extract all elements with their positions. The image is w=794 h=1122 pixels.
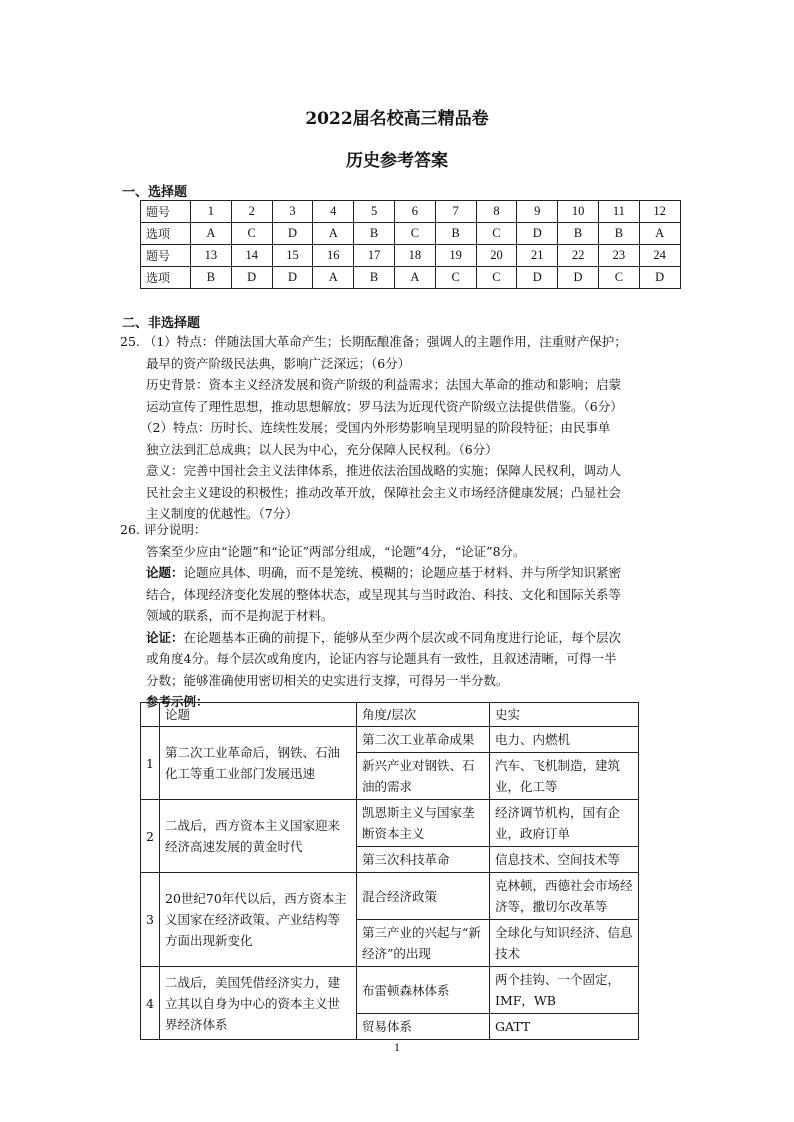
choice-cell: A (191, 223, 232, 245)
q25-line: 民社会主义建设的积极性；推动改革开放，保障社会主义市场经济健康发展；凸显社会 (146, 484, 622, 500)
choice-cell: 17 (354, 245, 395, 267)
example-thesis: 二战后，美国凭借经济实力，建立其以自身为中心的资本主义世界经济体系 (160, 967, 357, 1040)
choice-cell: 10 (558, 201, 599, 223)
choice-cell: 2 (231, 201, 272, 223)
choice-cell: A (639, 223, 680, 245)
choice-row (141, 267, 681, 289)
q26-head: 26. 评分说明： (120, 522, 207, 537)
choice-cell: 24 (639, 245, 680, 267)
example-label: 参考示例： (146, 694, 209, 709)
question-26-answer (120, 519, 680, 713)
example-fact: 克林顿，西德社会市场经济等，撒切尔改革等 (490, 873, 639, 920)
row-label: 题号 (141, 245, 191, 267)
example-angle: 布雷顿森林体系 (357, 967, 490, 1014)
lunzheng-line: 分数；能够准确使用密切相关的史实进行支撑，可得另一半分数。 (146, 672, 509, 688)
choice-cell: B (435, 223, 476, 245)
example-row (141, 727, 639, 753)
lunzheng-line: 或角度4分。每个层次或角度内，论证内容与论题具有一致性，且叙述清晰，可得一半 (146, 651, 617, 666)
choice-cell: 20 (476, 245, 517, 267)
example-row (141, 873, 639, 920)
section-heading-nonchoice: 二、非选择题 (122, 316, 201, 331)
example-fact: GATT (490, 1014, 639, 1040)
choice-cell: 18 (394, 245, 435, 267)
choice-row (141, 201, 681, 223)
question-25-answer (120, 331, 680, 525)
choice-cell: A (313, 223, 354, 245)
choice-cell: 23 (598, 245, 639, 267)
example-header: 角度/层次 (357, 703, 490, 727)
choice-cell: B (558, 223, 599, 245)
example-header: 史实 (490, 703, 639, 727)
choice-cell: 11 (598, 201, 639, 223)
choice-cell: A (313, 267, 354, 289)
choice-cell: B (354, 223, 395, 245)
choice-cell: 7 (435, 201, 476, 223)
choice-cell: 19 (435, 245, 476, 267)
example-thesis: 第二次工业革命后，钢铁、石油化工等重工业部门发展迅速 (160, 727, 357, 800)
example-angle: 凯恩斯主义与国家垄断资本主义 (357, 800, 490, 847)
lunti-line: 结合，体现经济变化发展的整体状态，或呈现其与当时政治、科技、文化和国际关系等 (146, 586, 622, 602)
example-fact: 汽车、飞机制造，建筑业，化工等 (490, 753, 639, 800)
choice-answer-table (140, 200, 681, 289)
example-number: 1 (141, 727, 160, 800)
example-thesis: 二战后，西方资本主义国家迎来经济高速发展的黄金时代 (160, 800, 357, 873)
choice-cell: B (354, 267, 395, 289)
choice-cell: 13 (191, 245, 232, 267)
example-angle: 混合经济政策 (357, 873, 490, 920)
choice-cell: D (272, 267, 313, 289)
choice-cell: C (476, 223, 517, 245)
choice-cell: A (394, 267, 435, 289)
example-angle: 第三次科技革命 (357, 847, 490, 873)
example-fact: 全球化与知识经济、信息技术 (490, 920, 639, 967)
choice-cell: 5 (354, 201, 395, 223)
choice-cell: C (231, 223, 272, 245)
choice-cell: 3 (272, 201, 313, 223)
example-angle: 第三产业的兴起与“新经济”的出现 (357, 920, 490, 967)
choice-row (141, 245, 681, 267)
section-heading-choice: 一、选择题 (122, 185, 188, 200)
lunti-label: 论题： (146, 565, 184, 580)
choice-row (141, 223, 681, 245)
choice-cell: D (231, 267, 272, 289)
example-number: 3 (141, 873, 160, 967)
choice-cell: C (598, 267, 639, 289)
example-header: 论题 (160, 703, 357, 727)
choice-cell: D (639, 267, 680, 289)
example-table (140, 702, 639, 1040)
q25-line: （2）特点：历时长、连续性发展；受国内外形势影响呈现明显的阶段特征；由民事单 (140, 420, 611, 435)
choice-cell: 22 (558, 245, 599, 267)
example-row (141, 967, 639, 1014)
document-title: 2022届名校高三精品卷 (305, 109, 489, 129)
choice-cell: 1 (191, 201, 232, 223)
choice-cell: D (558, 267, 599, 289)
choice-cell: 21 (517, 245, 558, 267)
q25-line: 独立法到汇总成典；以人民为中心，充分保障人民权利。（6分） (146, 441, 498, 457)
choice-cell: D (517, 267, 558, 289)
example-number: 4 (141, 967, 160, 1040)
lunti-line: 领域的联系，而不是拘泥于材料。 (146, 608, 334, 623)
row-label: 选项 (141, 223, 191, 245)
choice-cell: 8 (476, 201, 517, 223)
q25-line: 意义：完善中国社会主义法律体系，推进依法治国战略的实施；保障人民权利，调动人 (146, 463, 622, 478)
choice-cell: 12 (639, 201, 680, 223)
example-fact: 两个挂钩、一个固定，IMF，WB (490, 967, 639, 1014)
example-header (141, 703, 160, 727)
example-angle: 新兴产业对钢铁、石油的需求 (357, 753, 490, 800)
choice-cell: 15 (272, 245, 313, 267)
example-fact: 电力、内燃机 (490, 727, 639, 753)
row-label: 题号 (141, 201, 191, 223)
q25-line: 历史背景：资本主义经济发展和资产阶级的利益需求；法国大革命的推动和影响；启蒙 (146, 377, 622, 392)
choice-cell: C (394, 223, 435, 245)
choice-cell: B (598, 223, 639, 245)
row-label: 选项 (141, 267, 191, 289)
choice-cell: 4 (313, 201, 354, 223)
choice-cell: 16 (313, 245, 354, 267)
example-angle: 贸易体系 (357, 1014, 490, 1040)
example-angle: 第二次工业革命成果 (357, 727, 490, 753)
choice-cell: D (517, 223, 558, 245)
example-fact: 信息技术、空间技术等 (490, 847, 639, 873)
choice-cell: C (476, 267, 517, 289)
choice-cell: C (435, 267, 476, 289)
page-number: 1 (394, 1040, 400, 1054)
q25-line: 运动宣传了理性思想，推动思想解放；罗马法为近现代资产阶级立法提供借鉴。（6分） (146, 398, 623, 414)
lunzheng-label: 论证： (146, 629, 184, 645)
q25-line: 25. （1）特点：伴随法国大革命产生；长期酝酿准备；强调人的主题作用，注重财产保护； (120, 334, 627, 349)
choice-cell: 6 (394, 201, 435, 223)
choice-cell: B (191, 267, 232, 289)
example-fact: 经济调节机构，国有企业，政府订单 (490, 800, 639, 847)
q26-intro: 答案至少应由“论题”和“论证”两部分组成，“论题”4分，“论证”8分。 (146, 543, 526, 559)
example-number: 2 (141, 800, 160, 873)
choice-cell: 9 (517, 201, 558, 223)
q25-line: 主义制度的优越性。（7分） (146, 506, 298, 521)
document-subtitle: 历史参考答案 (346, 151, 448, 171)
q25-line: 最早的资产阶级民法典，影响广泛深远；（6分） (146, 355, 411, 371)
example-row (141, 800, 639, 847)
choice-cell: D (272, 223, 313, 245)
example-thesis: 20世纪70年代以后，西方资本主义国家在经济政策、产业结构等方面出现新变化 (160, 873, 357, 967)
choice-cell: 14 (231, 245, 272, 267)
q26-lunti-line: 论题：论题应具体、明确，而不是笼统、模糊的；论题应基于材料、并与所学知识紧密 (146, 565, 622, 580)
q26-lunzheng-line: 论证：在论题基本正确的前提下，能够从至少两个层次或不同角度进行论证，每个层次 (146, 629, 622, 645)
